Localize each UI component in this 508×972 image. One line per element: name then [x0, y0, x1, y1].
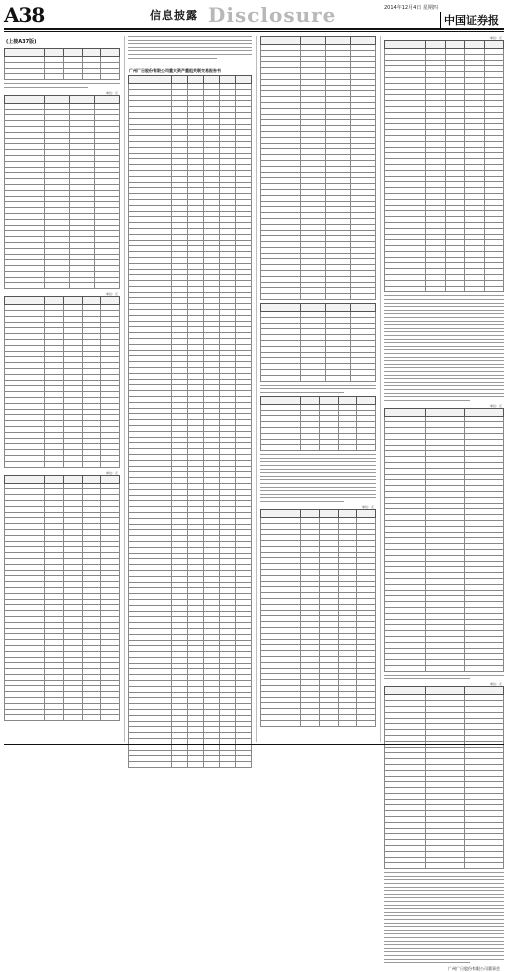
financial-table	[4, 95, 120, 290]
table-cell	[82, 715, 101, 721]
table-header-cell	[101, 475, 120, 483]
body-text-block	[384, 295, 504, 400]
table-header-cell	[301, 304, 326, 312]
table-cell	[301, 445, 320, 451]
table-cell	[261, 720, 301, 726]
table-cell	[101, 715, 120, 721]
table-header-row	[5, 49, 120, 57]
table-header-cell	[351, 304, 376, 312]
table-cell	[129, 762, 172, 768]
table-cell	[70, 283, 95, 289]
table-cell	[5, 283, 45, 289]
table-row	[261, 294, 376, 300]
table-cell	[171, 762, 187, 768]
column-1	[4, 36, 120, 742]
table-header-cell	[357, 396, 376, 404]
table-cell	[45, 461, 64, 467]
table-header-cell	[63, 49, 82, 57]
table-cell	[385, 286, 426, 292]
table-cell	[357, 445, 376, 451]
table-cell	[261, 445, 301, 451]
table-header-row	[5, 475, 120, 483]
table-cell	[351, 375, 376, 381]
financial-table	[4, 48, 120, 80]
table-cell	[45, 715, 64, 721]
table-header-cell	[465, 41, 484, 49]
table-header-cell	[261, 396, 301, 404]
masthead	[0, 0, 508, 30]
table-cell	[484, 286, 503, 292]
table-header-cell	[63, 475, 82, 483]
column-4	[384, 36, 504, 972]
table-cell	[261, 294, 301, 300]
table-unit-note: 单位：元	[489, 36, 502, 40]
table-unit-note: 单位：元	[489, 403, 502, 408]
table-header-cell	[319, 509, 338, 517]
table-header-cell	[63, 297, 82, 305]
table-cell	[235, 762, 251, 768]
financial-table	[4, 475, 120, 722]
table-header-cell	[219, 76, 235, 84]
masthead-rule-thin	[4, 31, 504, 32]
table-unit-note: 单位：元	[105, 470, 118, 475]
column-divider	[380, 36, 381, 742]
financial-table	[260, 509, 376, 727]
table-unit-note: 单位：元	[361, 504, 374, 509]
table-cell	[426, 863, 465, 869]
table-cell	[5, 461, 45, 467]
table-header-row	[261, 509, 376, 517]
table-header-cell	[187, 76, 203, 84]
table-header-cell	[95, 95, 120, 103]
table-header-row	[385, 408, 504, 416]
table-header-cell	[5, 49, 45, 57]
table-header-row	[5, 95, 120, 103]
table-header-cell	[82, 49, 101, 57]
body-text-block	[260, 454, 376, 502]
table-header-cell	[5, 475, 45, 483]
table-header-cell	[129, 76, 172, 84]
table-cell	[203, 762, 219, 768]
table-header-cell	[484, 41, 503, 49]
table-cell	[426, 286, 445, 292]
table-header-cell	[357, 509, 376, 517]
table-header-cell	[385, 41, 426, 49]
table-header-cell	[45, 297, 64, 305]
column-4-tables	[384, 36, 504, 963]
column-2-intro-text	[128, 36, 252, 66]
page-bottom-rule	[4, 744, 504, 745]
table-cell	[45, 283, 70, 289]
table-header-cell	[301, 509, 320, 517]
table-header-cell	[82, 297, 101, 305]
table-cell	[338, 445, 357, 451]
table-row	[385, 665, 504, 671]
table-cell	[101, 74, 120, 80]
financial-table	[384, 408, 504, 672]
table-header-cell	[171, 76, 187, 84]
masthead-rule	[4, 28, 504, 30]
table-header-cell	[261, 509, 301, 517]
table-row	[5, 283, 120, 289]
table-header-cell	[465, 687, 504, 695]
table-header-row	[385, 687, 504, 695]
table-cell	[426, 665, 465, 671]
column-3	[260, 36, 376, 742]
table-header-cell	[465, 408, 504, 416]
table-header-cell	[338, 396, 357, 404]
table-cell	[385, 863, 426, 869]
table-row	[261, 375, 376, 381]
table-cell	[5, 715, 45, 721]
financial-table	[260, 396, 376, 451]
column-divider	[256, 36, 257, 742]
table-header-cell	[426, 41, 445, 49]
column-2-tables	[128, 75, 252, 771]
table-header-cell	[426, 687, 465, 695]
table-header-cell	[101, 297, 120, 305]
table-header-cell	[261, 37, 301, 45]
table-cell	[301, 375, 326, 381]
table-header-cell	[45, 49, 64, 57]
table-cell	[465, 286, 484, 292]
table-cell	[326, 294, 351, 300]
table-header-cell	[326, 304, 351, 312]
body-text-block	[384, 872, 504, 963]
table-header-cell	[338, 509, 357, 517]
table-header-cell	[82, 475, 101, 483]
table-header-cell	[326, 37, 351, 45]
table-cell	[301, 294, 326, 300]
table-cell	[82, 74, 101, 80]
table-cell	[319, 445, 338, 451]
table-header-row	[261, 396, 376, 404]
table-unit-note: 单位：元	[105, 292, 118, 297]
table-header-cell	[261, 304, 301, 312]
table-row	[129, 762, 252, 768]
table-cell	[465, 665, 504, 671]
body-text-block	[260, 385, 376, 393]
table-row	[261, 445, 376, 451]
table-header-cell	[426, 408, 465, 416]
financial-table	[260, 303, 376, 382]
column-2	[128, 36, 252, 742]
table-header-cell	[445, 41, 464, 49]
table-header-cell	[351, 37, 376, 45]
table-cell	[338, 720, 357, 726]
table-cell	[326, 375, 351, 381]
table-header-cell	[319, 396, 338, 404]
table-row	[385, 286, 504, 292]
table-cell	[351, 294, 376, 300]
table-cell	[465, 863, 504, 869]
table-cell	[357, 720, 376, 726]
table-header-cell	[101, 49, 120, 57]
column-divider	[124, 36, 125, 742]
body-text-block	[4, 83, 120, 88]
section-rubric-english: Disclosure	[208, 3, 337, 27]
table-header-cell	[45, 475, 64, 483]
table-row	[261, 720, 376, 726]
table-cell	[63, 74, 82, 80]
table-cell	[385, 665, 426, 671]
table-cell	[95, 283, 120, 289]
table-header-row	[385, 41, 504, 49]
financial-table	[128, 75, 252, 768]
table-cell	[63, 461, 82, 467]
table-row	[5, 715, 120, 721]
table-header-row	[261, 304, 376, 312]
board-signoff: 广州广日股份有限公司董事会	[448, 966, 500, 972]
table-cell	[445, 286, 464, 292]
table-header-cell	[301, 37, 326, 45]
table-cell	[187, 762, 203, 768]
table-header-row	[129, 76, 252, 84]
table-row	[5, 74, 120, 80]
table-header-cell	[235, 76, 251, 84]
table-cell	[45, 74, 64, 80]
table-cell	[63, 715, 82, 721]
table-header-cell	[45, 95, 70, 103]
financial-table	[384, 686, 504, 869]
table-header-cell	[385, 687, 426, 695]
column-1-tables	[4, 48, 120, 724]
table-cell	[5, 74, 45, 80]
table-cell	[82, 461, 101, 467]
table-header-row	[5, 297, 120, 305]
newspaper-logo: 中国证券报	[440, 12, 499, 28]
table-cell	[301, 720, 320, 726]
financial-table	[384, 40, 504, 292]
table-header-cell	[70, 95, 95, 103]
table-header-row	[261, 37, 376, 45]
table-header-cell	[5, 297, 45, 305]
table-header-cell	[203, 76, 219, 84]
page-number: A38	[4, 3, 45, 27]
financial-table	[260, 36, 376, 300]
table-header-cell	[301, 396, 320, 404]
table-header-cell	[385, 408, 426, 416]
table-title: 广州广日股份有限公司重大资产重组关联交易报告书	[129, 68, 221, 73]
continuation-note: (上接A37版)	[6, 39, 37, 45]
table-cell	[261, 375, 301, 381]
table-cell	[319, 720, 338, 726]
issue-date: 2014年12月4日 星期四	[384, 5, 438, 11]
financial-table	[4, 296, 120, 467]
table-row	[5, 461, 120, 467]
body-text-block	[384, 675, 504, 680]
section-rubric: 信息披露	[150, 9, 198, 22]
table-unit-note: 单位：元	[105, 90, 118, 95]
table-cell	[219, 762, 235, 768]
table-header-cell	[5, 95, 45, 103]
table-row	[385, 863, 504, 869]
table-unit-note: 单位：元	[489, 682, 502, 687]
column-3-tables	[260, 36, 376, 730]
table-cell	[101, 461, 120, 467]
